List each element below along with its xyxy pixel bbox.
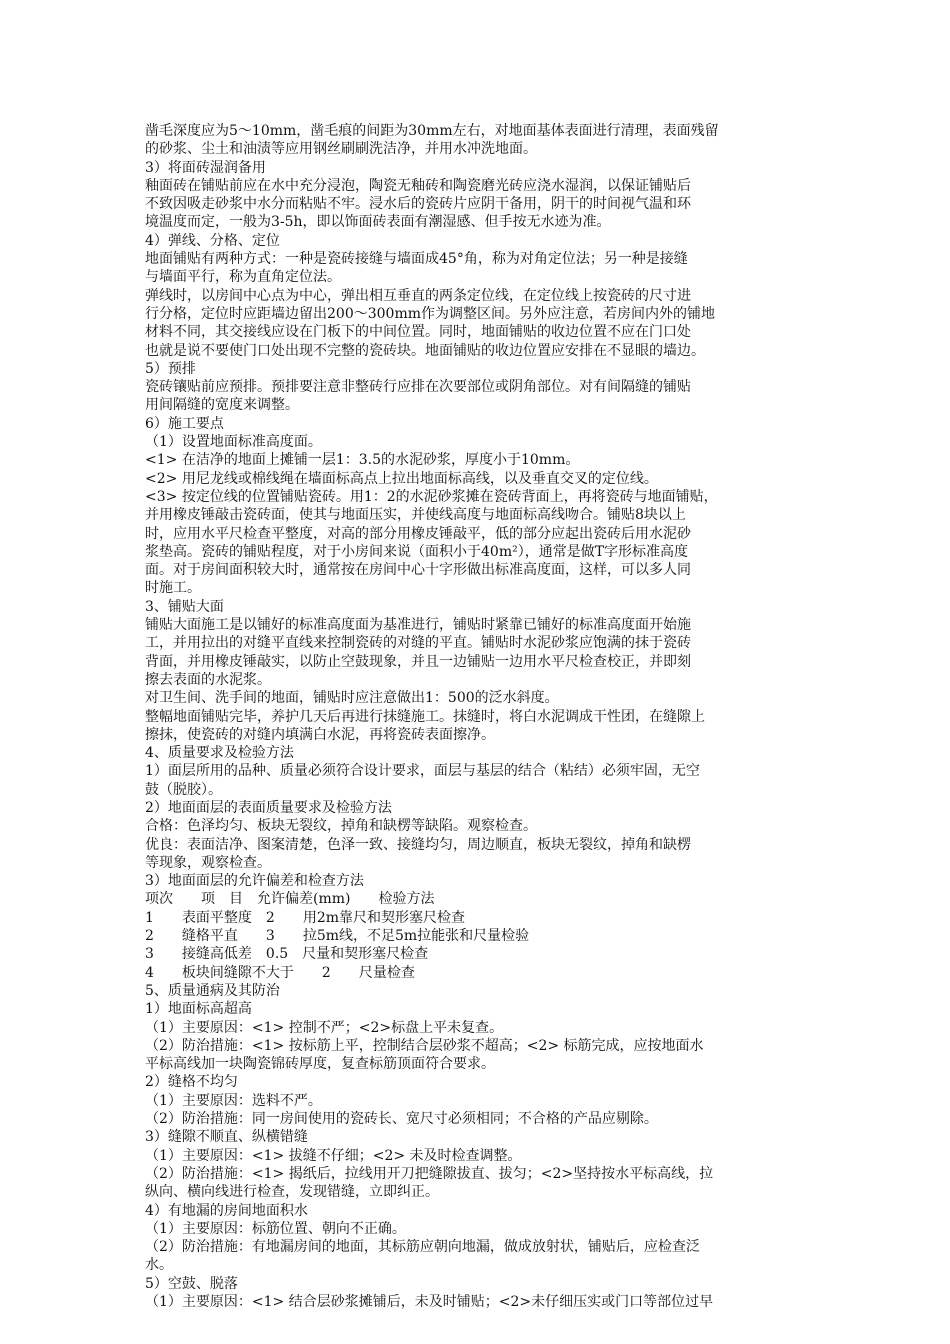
text-line: 6）施工要点	[145, 415, 224, 432]
text-line: 瓷砖镶贴前应预排。预排要注意非整砖行应排在次要部位或阴角部位。对有间隔缝的铺贴	[145, 379, 691, 396]
text-line: （1）主要原因：<1> 拔缝不仔细；<2> 未及时检查调整。	[145, 1147, 522, 1164]
text-line: <1> 在洁净的地面上摊铺一层1：3.5的水泥砂浆，厚度小于10mm。	[145, 452, 580, 469]
text-line: （2）防治措施：有地漏房间的地面，其标筋应朝向地漏，做成放射状，铺贴后，应检查泛	[145, 1239, 700, 1256]
text-line: （1）设置地面标准高度面。	[145, 434, 322, 451]
text-line: 不致因吸走砂浆中水分而粘贴不牢。浸水后的瓷砖片应阴干备用，阴干的时间视气温和环	[145, 196, 691, 213]
text-line: 纵向、横向线进行检查，发现错缝，立即纠正。	[145, 1184, 439, 1201]
text-line: 擦抹，使瓷砖的对缝内填满白水泥，再将瓷砖表面擦净。	[145, 726, 495, 743]
text-line: 1）地面标高超高	[145, 1001, 252, 1018]
text-line: 用间隔缝的宽度来调整。	[145, 397, 299, 414]
text-line: 并用橡皮锤敲击瓷砖面，使其与地面压实，并使线高度与地面标高线吻合。铺贴8块以上	[145, 507, 686, 524]
text-line: 2）地面面层的表面质量要求及检验方法	[145, 799, 392, 816]
text-line: 对卫生间、洗手间的地面，铺贴时应注意做出1：500的泛水斜度。	[145, 690, 559, 707]
text-line: 也就是说不要使门口处出现不完整的瓷砖块。地面铺贴的收边位置应安排在不显眼的墙边。	[145, 342, 705, 359]
text-line: （1）主要原因：<1> 结合层砂浆摊铺后，未及时铺贴；<2>未仔细压实或门口等部位过早	[145, 1294, 714, 1310]
text-line: 工，并用拉出的对缝平直线来控制瓷砖的对缝的平直。铺贴时水泥砂浆应饱满的抹于瓷砖	[145, 635, 691, 652]
text-line: 优良：表面洁净、图案清楚，色泽一致、接缝均匀，周边顺直，板块无裂纹，掉角和缺楞	[145, 836, 691, 853]
text-line: 等现象，观察检查。	[145, 854, 271, 871]
text-line: 2 缝格平直 3 拉5m线，不足5m拉能张和尺量检验	[145, 928, 530, 945]
text-line: 3 接缝高低差 0.5 尺量和契形塞尺检查	[145, 946, 429, 963]
text-line: 的砂浆、尘土和油渍等应用钢丝刷刷洗洁净，并用水冲洗地面。	[145, 141, 537, 158]
text-line: <3> 按定位线的位置铺贴瓷砖。用1：2的水泥砂浆摊在瓷砖背面上，再将瓷砖与地面铺贴，	[145, 488, 718, 505]
text-line: 5、质量通病及其防治	[145, 982, 280, 999]
text-line: <2> 用尼龙线或棉线绳在墙面标高点上拉出地面标高线，以及垂直交叉的定位线。	[145, 470, 658, 487]
text-line: 材料不同，其交接线应设在门板下的中间位置。同时，地面铺贴的收边位置不应在门口处	[145, 324, 691, 341]
text-line: 4 板块间缝隙不大于 2 尺量检查	[145, 964, 415, 981]
text-line: 地面铺贴有两种方式：一种是瓷砖接缝与墙面成45°角，称为对角定位法；另一种是接缝	[145, 251, 688, 268]
text-line: （2）防治措施：同一房间使用的瓷砖长、宽尺寸必须相同；不合格的产品应剔除。	[145, 1111, 658, 1128]
text-line: 行分格，定位时应距墙边留出200～300mm作为调整区间。另外应注意，若房间内外的铺地	[145, 305, 715, 322]
text-line: 4、质量要求及检验方法	[145, 745, 294, 762]
text-line: 4）有地漏的房间地面积水	[145, 1202, 308, 1219]
text-line: 时施工。	[145, 580, 201, 597]
text-line: 凿毛深度应为5～10mm，凿毛痕的间距为30mm左右，对地面基体表面进行清理，表面残留	[145, 123, 719, 139]
text-line: 面。对于房间面积较大时，通常按在房间中心十字形做出标准高度面，这样，可以多人同	[145, 562, 691, 579]
text-line: 浆垫高。瓷砖的铺贴程度，对于小房间来说（面积小于40m²），通常是做T字形标准高度	[145, 543, 689, 560]
text-line: 时，应用水平尺检查平整度，对高的部分用橡皮锤敲平，低的部分应起出瓷砖后用水泥砂	[145, 525, 691, 542]
text-line: 2）缝格不均匀	[145, 1074, 238, 1091]
text-line: 水。	[145, 1257, 173, 1274]
text-line: 与墙面平行，称为直角定位法。	[145, 269, 341, 286]
text-line: 铺贴大面施工是以铺好的标准高度面为基准进行，铺贴时紧靠已铺好的标准高度面开始施	[145, 617, 691, 634]
text-line: 釉面砖在铺贴前应在水中充分浸泡，陶瓷无釉砖和陶瓷磨光砖应浇水湿润，以保证铺贴后	[145, 177, 691, 194]
text-line: （1）主要原因：<1> 控制不严；<2>标盘上平未复查。	[145, 1019, 504, 1036]
text-line: 境温度而定，一般为3-5h，即以饰面砖表面有潮湿感、但手按无水迹为准。	[145, 214, 611, 231]
text-line: 擦去表面的水泥浆。	[145, 671, 271, 688]
text-line: 合格：色泽均匀、板块无裂纹，掉角和缺楞等缺陷。观察检查。	[145, 818, 537, 835]
text-line: 弹线时，以房间中心点为中心，弹出相互垂直的两条定位线，在定位线上按瓷砖的尺寸进	[145, 287, 691, 304]
text-line: 4）弹线、分格、定位	[145, 232, 280, 249]
text-line: 3、铺贴大面	[145, 598, 224, 615]
text-line: （1）主要原因：选料不严。	[145, 1092, 322, 1109]
text-line: （1）主要原因：标筋位置、朝向不正确。	[145, 1220, 406, 1237]
text-line: 鼓（脱胶）。	[145, 781, 222, 798]
text-line: 整幅地面铺贴完毕，养护几天后再进行抹缝施工。抹缝时，将白水泥调成干性团，在缝隙上	[145, 708, 705, 725]
text-line: （2）防治措施：<1> 按标筋上平，控制结合层砂浆不超高；<2> 标筋完成，应按地面水	[145, 1037, 704, 1054]
text-line: 5）空鼓、脱落	[145, 1275, 238, 1292]
text-line: 5）预排	[145, 360, 196, 377]
text-line: 3）地面面层的允许偏差和检查方法	[145, 873, 364, 890]
text-line: 3）将面砖湿润备用	[145, 159, 266, 176]
text-line: 项次 项 目 允许偏差(mm) 检验方法	[145, 891, 435, 908]
text-line: （2）防治措施：<1> 揭纸后，拉线用开刀把缝隙拔直、拔匀；<2>坚持按水平标高线，拉	[145, 1165, 714, 1182]
text-line: 3）缝隙不顺直、纵横错缝	[145, 1129, 308, 1146]
document-body	[145, 122, 815, 1311]
text-line: 1 表面平整度 2 用2m靠尺和契形塞尺检查	[145, 909, 465, 926]
text-line: 平标高线加一块陶瓷锦砖厚度，复查标筋顶面符合要求。	[145, 1056, 495, 1073]
text-line: 1）面层所用的品种、质量必须符合设计要求，面层与基层的结合（粘结）必须牢固，无空	[145, 763, 700, 780]
text-line: 背面，并用橡皮锤敲实，以防止空鼓现象，并且一边铺贴一边用水平尺检查校正，并即刻	[145, 653, 691, 670]
